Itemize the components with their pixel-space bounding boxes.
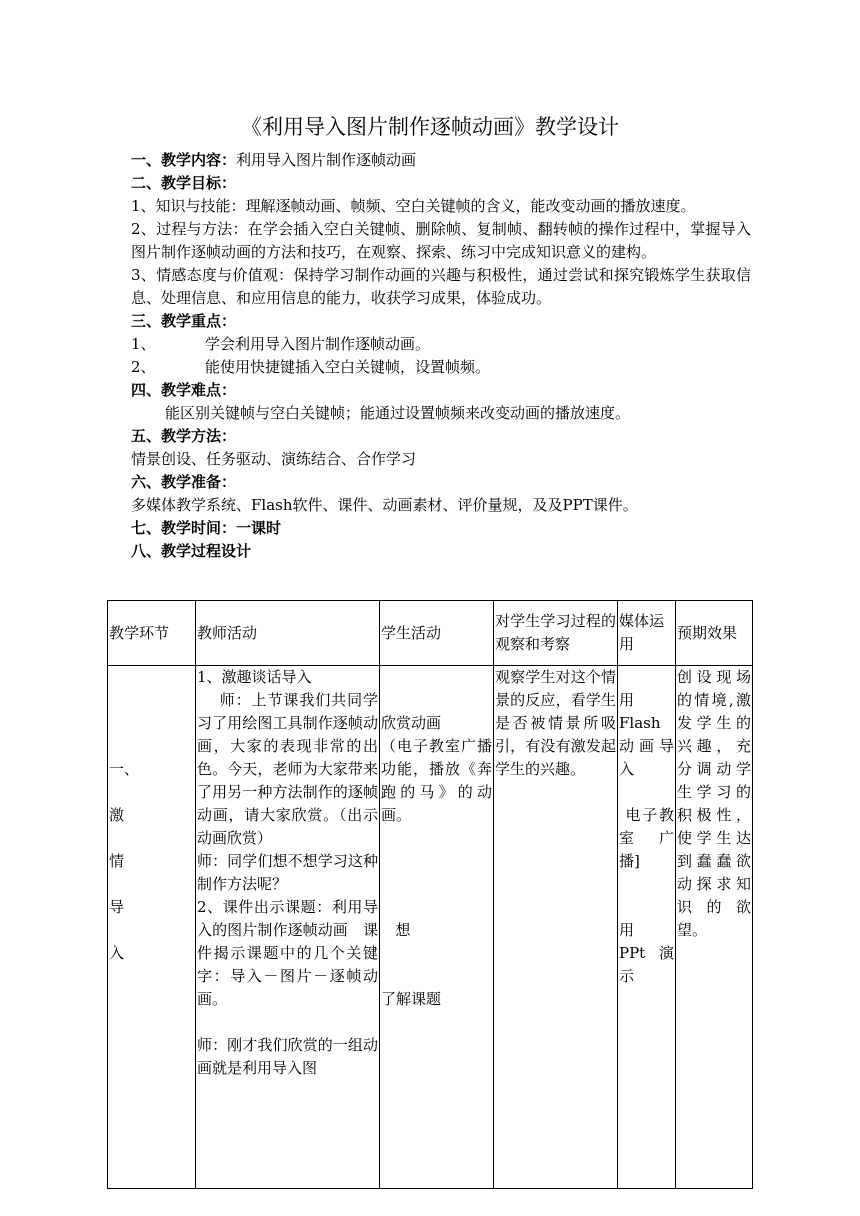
section-1-text: 利用导入图片制作逐帧动画	[236, 151, 417, 169]
section-3-heading: 三、教学重点：	[131, 312, 237, 330]
cell-media: 用Flash动画导入 电子教室 广播] 用 PPt演示	[618, 666, 676, 1189]
objective-process: 2、过程与方法：在学会插入空白关键帧、删除帧、复制帧、翻转帧的操作过程中，掌握导入图片制作逐帧动画的方法和技巧，在观察、探索、练习中完成知识意义的建构。	[131, 220, 751, 261]
section-6-heading: 六、教学准备：	[131, 473, 237, 491]
document-title: 《利用导入图片制作逐帧动画》教学设计	[241, 115, 619, 139]
table-header-row	[108, 601, 753, 666]
section-4-heading: 四、教学难点：	[131, 381, 237, 399]
header-stage: 教学环节	[108, 601, 196, 666]
document-body	[131, 149, 751, 563]
header-student-activity: 学生活动	[380, 601, 494, 666]
preparation-text: 多媒体教学系统、Flash软件、课件、动画素材、评价量规，及及PPT课件。	[131, 496, 638, 514]
cell-student-activity: 欣赏动画 （电子教室广播功能，播放《奔跑的马》的动画。 想 了解课题	[380, 666, 494, 1189]
section-8-heading: 八、教学过程设计	[131, 542, 252, 560]
cell-observation: 观察学生对这个情景的反应，看学生是否被情景所吸引，有没有激发起学生的兴趣。	[494, 666, 618, 1189]
section-5-heading: 五、教学方法：	[131, 427, 237, 445]
header-expected-effect: 预期效果	[676, 601, 753, 666]
cell-expected-effect: 创设现场的情境,激发学生的兴趣，充分调动学生学习的积极性，使学生达到蠢蠢欲动探求知识的欲望。	[676, 666, 753, 1189]
header-observation: 对学生学习过程的观察和考察	[494, 601, 618, 666]
section-1-heading: 一、教学内容：	[131, 151, 237, 169]
key-point-1-number: 1、	[131, 335, 156, 353]
table-row	[108, 666, 753, 1189]
header-teacher-activity: 教师活动	[196, 601, 380, 666]
header-media: 媒体运用	[618, 601, 676, 666]
cell-teacher-activity: 1、激趣谈话导入 师：上节课我们共同学习了用绘图工具制作逐帧动画，大家的表现非常的出色。今天，老师为大家带来了用另一种方法制作的逐帧动画，请大家欣赏。（出示动画欣赏） 师：同学们想不想学习这种制作方法呢？ 2、课件出示课题：利用导入的图片制作逐帧动画 课件揭示课题中的几个关键字：导入－图片－逐帧动画。 师：刚才我们欣赏的一组动画就是利用导入图	[196, 666, 380, 1189]
key-point-1	[131, 333, 751, 356]
cell-stage: 一、 激 情 导 入	[108, 666, 196, 1189]
section-1	[131, 149, 751, 172]
key-point-2-text: 能使用快捷键插入空白关键帧，设置帧频。	[205, 358, 491, 376]
method-text: 情景创设、任务驱动、演练结合、合作学习	[131, 450, 417, 468]
key-point-2	[131, 356, 751, 379]
section-7-heading: 七、教学时间：一课时	[131, 519, 282, 537]
key-point-1-text: 学会利用导入图片制作逐帧动画。	[205, 335, 431, 353]
section-2-heading: 二、教学目标：	[131, 174, 237, 192]
process-table	[107, 600, 753, 1189]
key-point-2-number: 2、	[131, 358, 156, 376]
objective-attitude: 3、情感态度与价值观：保持学习制作动画的兴趣与积极性，通过尝试和探究锻炼学生获取信息、处理信息、和应用信息的能力，收获学习成果，体验成功。	[131, 266, 751, 307]
objective-knowledge: 1、知识与技能：理解逐帧动画、帧频、空白关键帧的含义，能改变动画的播放速度。	[131, 197, 696, 215]
difficulty-text: 能区别关键帧与空白关键帧；能通过设置帧频来改变动画的播放速度。	[165, 404, 631, 422]
